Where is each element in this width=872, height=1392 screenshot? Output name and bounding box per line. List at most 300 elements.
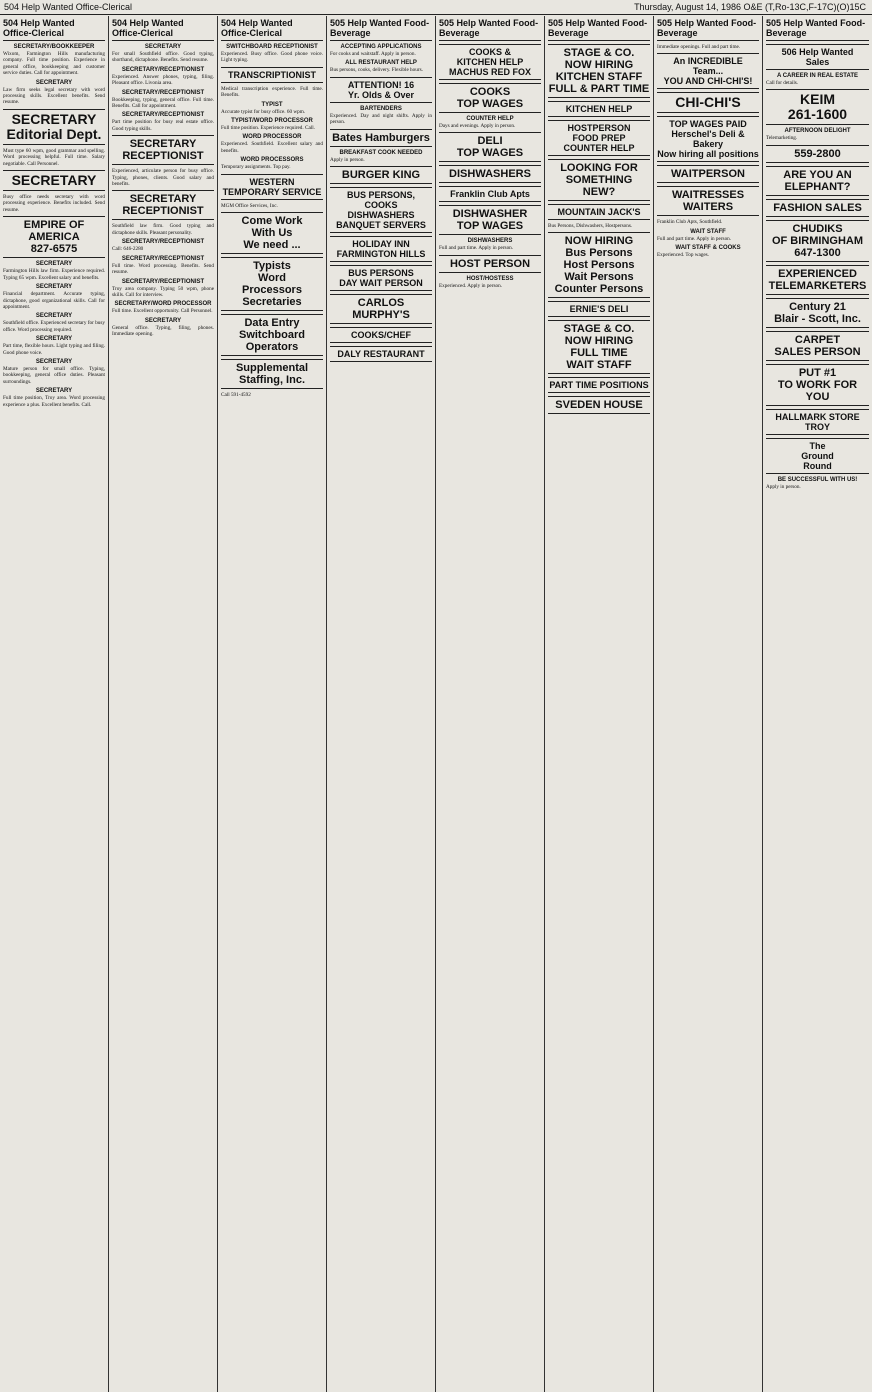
display-ad [330, 236, 432, 262]
ad-body: Full time. Word processing. Benefits. Send resume. [112, 262, 214, 276]
display-ad-line: TELEMARKETERS [768, 279, 867, 292]
column [436, 16, 545, 1392]
display-ad [657, 186, 759, 216]
display-ad-line: 647-1300 [794, 246, 841, 259]
display-ad-line: KITCHEN STAFF [555, 71, 643, 83]
display-ad [548, 204, 650, 220]
display-ad-line: BUS PERSONS, COOKS [346, 190, 415, 211]
display-ad [766, 265, 869, 295]
display-ad [3, 216, 105, 258]
ad-title: SWITCHBOARD RECEPTIONIST [226, 44, 318, 50]
ad-body: Call 591-4592 [221, 392, 251, 399]
display-ad-line: Editorial Dept. [6, 125, 102, 142]
classified-ad [548, 223, 650, 229]
ad-body: Immediate openings. Full and part time. [657, 44, 741, 50]
ad-body: Bus Persons, Dishwashers, Hostpersons. [548, 223, 633, 229]
display-ad-line: TEMPORARY SERVICE [222, 186, 322, 197]
display-ad-line: TOP WAGES PAID [669, 119, 747, 130]
category-header: 505 Help Wanted Food-Beverage [657, 18, 759, 41]
ad-title: BREAKFAST COOK NEEDED [339, 149, 423, 156]
classified-ad [112, 256, 214, 276]
display-ad-line: ATTENTION! 16 [347, 79, 415, 90]
display-ad-line: FULL TIME [570, 347, 628, 360]
display-ad-line: Host Persons [563, 259, 635, 272]
ad-body: Southfield law firm. Good typing and dictaphone skills. Pleasant personality. [112, 223, 214, 236]
display-ad [548, 101, 650, 117]
ad-title: WAIT STAFF [690, 228, 726, 235]
ad-title: TYPIST/WORD PROCESSOR [231, 118, 313, 125]
column [218, 16, 327, 1392]
display-ad-line: RECEPTIONIST [122, 150, 204, 163]
display-ad-line: Switchboard [238, 329, 305, 342]
display-ad [766, 220, 869, 262]
classified-ad [3, 148, 105, 167]
display-ad [330, 166, 432, 184]
display-ad-line: SECRETARY [11, 110, 97, 127]
display-ad [548, 232, 650, 298]
display-ad-line: COOKS/CHEF [350, 330, 411, 341]
display-ad-line: KITCHEN HELP [456, 57, 524, 67]
display-ad-line: FARMINGTON HILLS [336, 249, 426, 260]
display-ad-line: Bus Persons [565, 247, 633, 260]
display-ad [657, 92, 759, 113]
ad-body: Apply in person. [766, 483, 801, 490]
classified-ad [221, 203, 323, 209]
classified-ad [112, 44, 214, 64]
display-ad-line: With Us [251, 227, 293, 240]
display-ad-line: WAITERS [682, 201, 734, 214]
ad-body: Medical transcription experience. Full time. Benefits. [221, 85, 323, 99]
classified-ad [112, 279, 214, 299]
display-ad [221, 174, 323, 200]
display-ad [221, 67, 323, 83]
display-ad-line: NOW HIRING [564, 59, 634, 71]
display-ad-line: MACHUS RED FOX [448, 67, 531, 77]
classified-ad [221, 392, 323, 398]
display-ad-line: Secretaries [242, 296, 302, 309]
display-ad-line: Operators [245, 341, 299, 354]
classified-ad [112, 239, 214, 252]
display-ad [766, 44, 869, 70]
ad-title: SECRETARY/BOOKKEEPER [13, 44, 95, 50]
display-ad-line: KITCHEN HELP [565, 104, 633, 114]
display-ad-line: Franklin Club Apts [450, 189, 530, 200]
display-ad-line: DISHWASHERS [347, 210, 415, 221]
ad-body: Busy office needs secretary with word processing experience. Benefits included. Send resume. [3, 194, 105, 213]
classified-ad [330, 150, 432, 163]
display-ad-line: KEIM [800, 91, 835, 108]
ad-title: SECRETARY [35, 261, 73, 268]
ad-body: General office. Typing, filing, phones. Immediate opening. [112, 324, 214, 338]
display-ad [3, 170, 105, 191]
display-ad-line: SECRETARY [129, 193, 197, 206]
display-ad-line: TRANSCRIPTIONIST [227, 69, 316, 80]
ad-body: MGM Office Services, Inc. [221, 202, 278, 209]
display-ad-line: Staffing, Inc. [239, 374, 305, 387]
display-ad [766, 331, 869, 361]
classified-ad [439, 238, 541, 251]
display-ad-line: Processors [242, 284, 302, 297]
display-ad [330, 77, 432, 103]
classified-ad [221, 118, 323, 131]
classified-ad [3, 44, 105, 77]
display-ad-line: DALY RESTAURANT [337, 349, 425, 360]
classified-ad [221, 157, 323, 170]
ad-body: Apply in person. [330, 156, 365, 163]
display-ad [766, 145, 869, 163]
ad-body: Full and part time. Apply in person. [439, 245, 514, 252]
display-ad [766, 364, 869, 406]
ad-body: Franklin Club Apts, Southfield. [657, 219, 723, 226]
ad-body: Experienced. Southfield. Excellent salary and benefits. [221, 141, 323, 154]
display-ad-line: WESTERN [249, 176, 295, 187]
ad-body: Bus persons, cooks, delivery. Flexible hours. [330, 67, 423, 74]
display-ad-line: An INCREDIBLE Team... [673, 56, 743, 77]
display-ad-line: Supplemental [235, 362, 309, 375]
display-ad-line: DAY WAIT PERSON [339, 278, 423, 289]
display-ad-line: EXPERIENCED [778, 267, 857, 280]
display-ad [330, 265, 432, 291]
ad-body: Experienced. Apply in person. [439, 282, 502, 289]
display-ad-line: COOKS [469, 86, 511, 98]
ad-body: For cooks and waitstaff. Apply in person. [330, 51, 416, 57]
display-ad-line: STAGE & CO. [563, 47, 635, 59]
display-ad-line: We need ... [243, 239, 301, 252]
classified-ad [112, 223, 214, 236]
classified-ad [657, 245, 759, 258]
display-ad-line: BANQUET SERVERS [336, 220, 426, 231]
display-ad-line: Ground [801, 450, 834, 461]
display-ad-line: CHUDIKS [792, 222, 843, 235]
display-ad-line: SECRETARY [11, 172, 97, 189]
display-ad-line: Round [803, 460, 832, 471]
classified-ad [3, 359, 105, 385]
classified-ad [657, 229, 759, 242]
display-ad [548, 159, 650, 201]
display-ad [112, 135, 214, 165]
classified-ad [112, 112, 214, 132]
display-ad [221, 212, 323, 254]
ad-body: Full time position, Troy area. Word processing experience a plus. Excellent benefits. Call. [3, 395, 105, 408]
display-ad [112, 190, 214, 220]
display-ad-line: The [809, 440, 826, 451]
display-ad-line: HALLMARK STORE [775, 411, 860, 422]
ad-body: Experienced. Answer phones, typing, filing. Pleasant office. Livonia area. [112, 73, 214, 87]
classified-ad [657, 219, 759, 225]
display-ad-line: AMERICA [28, 231, 80, 244]
display-ad-line: COOKS & [468, 47, 511, 57]
category-header: 505 Help Wanted Food-Beverage [330, 18, 432, 41]
ad-body: Accurate typist for busy office. 60 wpm. [221, 108, 306, 115]
display-ad-line: LOOKING FOR [560, 162, 638, 174]
display-ad-line: Data Entry [244, 317, 300, 330]
ad-body: Telemarketing. [766, 135, 798, 142]
classified-ad [3, 80, 105, 106]
ad-title: ACCEPTING APPLICATIONS [340, 44, 422, 50]
classified-columns [0, 16, 872, 1392]
display-ad [548, 44, 650, 98]
ad-title: ALL RESTAURANT HELP [345, 60, 417, 67]
display-ad-line: OF BIRMINGHAM [771, 234, 864, 247]
display-ad-line: HOSTPERSON [567, 123, 631, 133]
display-ad-line: 827-6575 [30, 243, 78, 256]
display-ad [657, 53, 759, 89]
ad-title: SECRETARY/RECEPTIONIST [121, 239, 205, 246]
classified-ad [112, 90, 214, 110]
ad-body: Full time position. Experience required. Call. [221, 125, 315, 132]
classified-ad [330, 44, 432, 57]
display-ad-line: Typists [253, 260, 291, 273]
classified-ad [112, 301, 214, 314]
ad-body: Law firm seeks legal secretary with word processing skills. Excellent benefits. Send resume. [3, 86, 105, 106]
display-ad-line: Yr. Olds & Over [347, 89, 415, 100]
display-ad-line: DELI [477, 135, 503, 148]
display-ad [439, 205, 541, 235]
column [654, 16, 763, 1392]
column [109, 16, 218, 1392]
display-ad-line: Blair - Scott, Inc. [774, 312, 861, 325]
display-ad-line: COUNTER HELP [563, 143, 635, 153]
page-header [0, 0, 872, 15]
display-ad-line: SOMETHING NEW? [565, 174, 633, 198]
display-ad [548, 396, 650, 414]
display-ad [548, 120, 650, 156]
category-header: 504 Help Wanted Office-Clerical [112, 18, 214, 41]
classified-ad [3, 313, 105, 333]
ad-body: Bookkeeping, typing, general office. Full time. Benefits. Call for appointment. [112, 96, 214, 110]
display-ad-line: SVEDEN HOUSE [555, 399, 643, 412]
ad-body: Full and part time. Apply in person. [657, 235, 732, 242]
ad-title: SECRETARY/RECEPTIONIST [121, 66, 205, 73]
ad-body: Experienced. Day and night shifts. Apply in person. [330, 112, 432, 126]
display-ad-line: Herschel's Deli & Bakery [671, 129, 745, 150]
display-ad-line: CARPET [794, 333, 841, 346]
display-ad-line: Counter Persons [554, 283, 644, 296]
display-ad-line: 261-1600 [787, 106, 848, 123]
display-ad-line: STAGE & CO. [563, 323, 635, 336]
display-ad [766, 409, 869, 435]
ad-body: Full time. Excellent opportunity. Call Personnel. [112, 308, 213, 315]
column [327, 16, 436, 1392]
column [545, 16, 654, 1392]
ad-title: DISHWASHERS [467, 238, 513, 245]
ad-title: A CAREER IN REAL ESTATE [776, 73, 859, 79]
display-ad [439, 186, 541, 202]
classified-ad [221, 86, 323, 99]
display-ad-line: WAIT STAFF [566, 359, 632, 372]
classified-ad [3, 336, 105, 356]
classified-ad [766, 128, 869, 141]
display-ad-line: NOW HIRING [564, 235, 634, 248]
ad-title: SECRETARY/RECEPTIONIST [121, 112, 205, 119]
classified-ad [112, 168, 214, 187]
display-ad-line: MOUNTAIN JACK'S [557, 207, 641, 217]
display-ad [439, 83, 541, 113]
ad-body: Farmington Hills law firm. Experience required. Typing 65 wpm. Excellent salary and benefits. [3, 268, 105, 281]
display-ad-line: YOU AND CHI-CHI'S! [663, 76, 753, 87]
classified-ad [766, 73, 869, 86]
display-ad [439, 44, 541, 80]
display-ad-line: Come Work [241, 215, 303, 228]
classified-ad [221, 134, 323, 154]
display-ad [221, 257, 323, 311]
ad-body: Experienced. Busy office. Good phone voice. Light typing. [221, 51, 323, 64]
display-ad-line: NOW HIRING [564, 335, 634, 348]
ad-title: SECRETARY [144, 317, 182, 324]
display-ad-line: RECEPTIONIST [122, 205, 204, 218]
display-ad-line: BURGER KING [341, 169, 421, 182]
ad-body: Experienced, articulate person for busy office. Typing, phones, clients. Good salary and benefits. [112, 168, 214, 188]
ad-title: SECRETARY/RECEPTIONIST [121, 278, 205, 285]
display-ad [548, 301, 650, 317]
display-ad-line: EMPIRE OF [23, 219, 85, 232]
display-ad [330, 129, 432, 147]
ad-body: Temporary assignments. Top pay. [221, 164, 291, 171]
ad-title: BE SUCCESSFUL WITH US! [777, 476, 858, 483]
display-ad-line: FASHION SALES [773, 201, 862, 214]
display-ad-line: SALES PERSON [774, 345, 861, 358]
ad-body: Mature person for small office. Typing, bookkeeping, general office duties. Pleasant surroundings. [3, 365, 105, 385]
display-ad-line: TO WORK FOR YOU [777, 378, 858, 403]
ad-title: COUNTER HELP [466, 116, 514, 122]
ad-title: WORD PROCESSOR [242, 134, 302, 141]
classified-ad [657, 44, 759, 50]
page-header-left: 504 Help Wanted Office-Clerical [4, 2, 133, 12]
classified-ad [221, 44, 323, 64]
classified-ad [112, 67, 214, 87]
display-ad-line: HOLIDAY INN [352, 239, 410, 250]
display-ad-line: DISHWASHERS [449, 168, 531, 181]
ad-title: BARTENDERS [360, 105, 402, 112]
ad-title: SECRETARY [35, 313, 73, 320]
column [763, 16, 872, 1392]
display-ad [766, 438, 869, 474]
ad-body: Part time position for busy real estate office. Good typing skills. [112, 119, 214, 132]
ad-body: Days and evenings. Apply in person. [439, 123, 516, 129]
ad-title: SECRETARY [35, 79, 73, 86]
category-header: 505 Help Wanted Food-Beverage [766, 18, 869, 41]
display-ad-line: ARE YOU AN ELEPHANT? [783, 168, 852, 193]
ad-title: TYPIST [261, 101, 283, 108]
category-header: 504 Help Wanted Office-Clerical [3, 18, 105, 41]
display-ad [657, 165, 759, 183]
classified-ad [3, 388, 105, 408]
display-ad-line: Now hiring all positions [657, 149, 759, 160]
classified-ad [330, 106, 432, 126]
classified-ad [3, 284, 105, 310]
category-header: 505 Help Wanted Food-Beverage [548, 18, 650, 41]
ad-body: For small Southfield office. Good typing, shorthand, dictaphone. Benefits. Send resume. [112, 51, 214, 64]
category-header: 504 Help Wanted Office-Clerical [221, 18, 323, 41]
ad-title: SECRETARY [35, 336, 73, 343]
display-ad [548, 320, 650, 374]
display-ad-line: BUS PERSONS [348, 268, 414, 279]
display-ad-line: WAITRESSES [671, 189, 745, 202]
display-ad-line: FOOD PREP [572, 133, 626, 143]
display-ad-line: PART TIME POSITIONS [549, 380, 649, 391]
display-ad-line: Sales [805, 57, 830, 67]
page-header-right: Thursday, August 14, 1986 O&E (T,Ro-13C,F-17C)(O)15C [634, 2, 866, 12]
display-ad-line: WAITPERSON [671, 168, 745, 181]
display-ad-line: Word [258, 272, 286, 285]
ad-body: Troy area company. Typing 50 wpm, phone skills. Call for interview. [112, 285, 214, 298]
display-ad [439, 132, 541, 162]
display-ad-line: TROY [804, 421, 830, 432]
ad-body: Must type 60 wpm, good grammar and spelling. Word processing helpful. Full time. Salary negotiable. Call Personnel. [3, 147, 105, 167]
display-ad-line: CHI-CHI'S [675, 94, 741, 111]
display-ad [548, 377, 650, 393]
display-ad [330, 294, 432, 324]
display-ad-line: SECRETARY [129, 138, 197, 151]
display-ad [3, 109, 105, 145]
display-ad-line: 559-2800 [794, 147, 841, 160]
display-ad-line: HOST PERSON [449, 257, 531, 270]
classified-ad [112, 318, 214, 338]
display-ad [766, 89, 869, 125]
display-ad-line: FULL & PART TIME [548, 83, 650, 95]
ad-title: SECRETARY/RECEPTIONIST [121, 255, 205, 262]
display-ad-line: CARLOS MURPHY'S [352, 297, 410, 322]
classified-ad [330, 60, 432, 73]
display-ad-line: TOP WAGES [456, 147, 524, 160]
display-ad [330, 346, 432, 362]
classified-ad [766, 477, 869, 490]
column [0, 16, 109, 1392]
classified-ad [3, 261, 105, 281]
display-ad [330, 187, 432, 233]
ad-title: AFTERNOON DELIGHT [784, 128, 851, 135]
ad-body: Call: 646-2280 [112, 246, 144, 253]
ad-body: Financial department. Accurate typing, dictaphone, good organizational skills. Call for appointment. [3, 291, 105, 310]
ad-title: HOST/HOSTESS [466, 275, 514, 282]
display-ad [766, 166, 869, 196]
ad-body: Call for details. [766, 80, 799, 86]
ad-title: WAIT STAFF & COOKS [675, 245, 741, 252]
classified-ad [439, 276, 541, 289]
ad-body: Wixom, Farmington Hills manufacturing company. Full time position. Experience in general office, bookkeeping and customer service duties. Call for appointment. [3, 51, 105, 77]
display-ad-line: Century 21 [789, 300, 846, 313]
display-ad [766, 199, 869, 217]
ad-title: SECRETARY/RECEPTIONIST [121, 89, 205, 96]
display-ad-line: DISHWASHER [452, 208, 528, 221]
display-ad-line: TOP WAGES [456, 220, 524, 233]
classified-ad [221, 102, 323, 115]
classified-ad [3, 194, 105, 213]
ad-title: SECRETARY [35, 358, 73, 365]
display-ad-line: Wait Persons [564, 271, 634, 284]
display-ad-line: Bates Hamburgers [332, 131, 430, 144]
ad-title: WORD PROCESSORS [240, 157, 304, 164]
display-ad-line: PUT #1 [798, 366, 837, 379]
ad-body: Southfield office. Experienced secretary for busy office. Word processing required. [3, 320, 105, 333]
ad-title: SECRETARY [35, 388, 73, 395]
ad-title: SECRETARY [35, 284, 73, 291]
ad-title: SECRETARY [144, 44, 182, 50]
display-ad [330, 327, 432, 343]
display-ad [221, 359, 323, 389]
display-ad [766, 298, 869, 328]
display-ad-line: ERNIE'S DELI [569, 304, 629, 315]
display-ad [221, 314, 323, 356]
category-header: 505 Help Wanted Food-Beverage [439, 18, 541, 41]
display-ad [439, 165, 541, 183]
display-ad-line: 506 Help Wanted [781, 47, 854, 57]
ad-body: Part time, flexible hours. Light typing and filing. Good phone voice. [3, 343, 105, 356]
display-ad-line: TOP WAGES [456, 98, 524, 110]
ad-title: SECRETARY/WORD PROCESSOR [114, 301, 212, 308]
display-ad [439, 255, 541, 273]
classified-ad [439, 116, 541, 129]
